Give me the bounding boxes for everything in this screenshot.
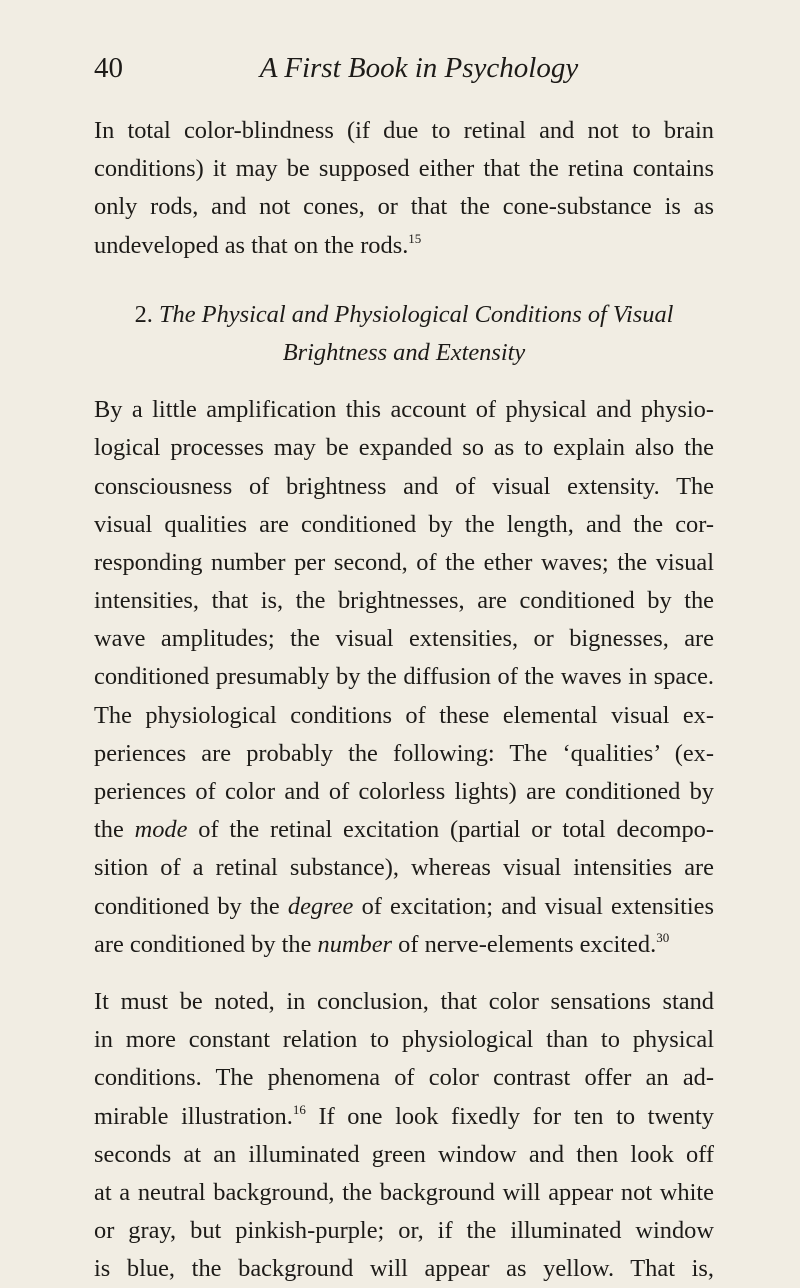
text-line: sition of a retinal substance), whereas visual intensities are <box>94 854 714 882</box>
section-heading <box>94 296 714 372</box>
paragraph-gap <box>94 964 714 983</box>
text-line: conditions) it may be supposed either that the retina contains <box>94 155 714 183</box>
paragraph-3 <box>94 983 714 1288</box>
heading-line: Brightness and Extensity <box>282 338 526 366</box>
text-line <box>94 888 714 926</box>
heading-text: The Physical and Physiological Conditions of Visual <box>158 300 674 328</box>
emphasis: number <box>317 930 393 958</box>
heading-line <box>94 296 714 334</box>
emphasis: degree <box>287 892 354 920</box>
text-line <box>94 1098 714 1136</box>
text-span: conditioned by the <box>94 892 280 920</box>
text-line <box>94 811 714 849</box>
text-line: is blue, the background will appear as yellow. That is, <box>94 1255 714 1283</box>
text-line <box>94 227 714 265</box>
page-header <box>94 52 714 92</box>
running-title: A First Book in Psychology <box>259 52 579 84</box>
text-line: By a little amplification this account of physical and physio- <box>94 396 714 424</box>
text-span: If one look fixedly for ten to twenty <box>318 1102 715 1130</box>
text-line: The physiological conditions of these elemental visual ex- <box>94 701 714 729</box>
text-line: at a neutral background, the background will appear not white <box>94 1178 714 1206</box>
text-span: undeveloped as that on the rods. <box>94 231 409 259</box>
text-line: logical processes may be expanded so as to explain also the <box>94 434 714 462</box>
paragraph-2 <box>94 391 714 964</box>
text-line: or gray, but pinkish-purple; or, if the illuminated window <box>94 1217 714 1245</box>
text-line <box>94 926 714 964</box>
text-line: responding number per second, of the ether waves; the visual <box>94 548 714 576</box>
text-line: visual qualities are conditioned by the length, and the cor- <box>94 510 714 538</box>
text-line: In total color-blindness (if due to retinal and not to brain <box>94 117 714 144</box>
text-line: conditioned presumably by the diffusion of the waves in space. <box>94 663 714 691</box>
section-number: 2. <box>134 300 153 328</box>
text-line: It must be noted, in conclusion, that color sensations stand <box>94 987 714 1015</box>
text-span: the <box>94 816 124 844</box>
text-span: of the retinal excitation (partial or total decompo- <box>198 816 714 844</box>
paragraph-1 <box>94 112 714 265</box>
text-line: in more constant relation to physiological than to physical <box>94 1026 714 1054</box>
paragraph-gap <box>94 265 714 296</box>
text-span: mirable illustration. <box>94 1102 293 1130</box>
footnote-ref: 15 <box>408 230 422 246</box>
text-line: conditions. The phenomena of color contrast offer an ad- <box>94 1064 714 1092</box>
text-line: consciousness of brightness and of visual extensity. The <box>94 472 714 500</box>
text-line: only rods, and not cones, or that the cone-substance is as <box>94 193 714 221</box>
text-line: intensities, that is, the brightnesses, are conditioned by the <box>94 587 714 615</box>
body-text <box>94 112 714 1288</box>
text-span: are conditioned by the <box>94 930 312 958</box>
text-line: periences of color and of colorless lights) are conditioned by <box>94 778 714 805</box>
text-span: of nerve-elements excited. <box>398 930 657 958</box>
paragraph-gap <box>94 372 714 391</box>
text-line: periences are probably the following: The ‘qualities’ (ex- <box>94 739 714 767</box>
page-number: 40 <box>94 52 123 84</box>
text-line: seconds at an illuminated green window and then look off <box>94 1140 714 1168</box>
text-line: wave amplitudes; the visual extensities, or bignesses, are <box>94 625 714 653</box>
footnote-ref: 30 <box>656 929 670 945</box>
footnote-ref: 16 <box>292 1101 306 1117</box>
emphasis: mode <box>134 816 188 844</box>
text-span: of excitation; and visual extensities <box>361 892 714 920</box>
